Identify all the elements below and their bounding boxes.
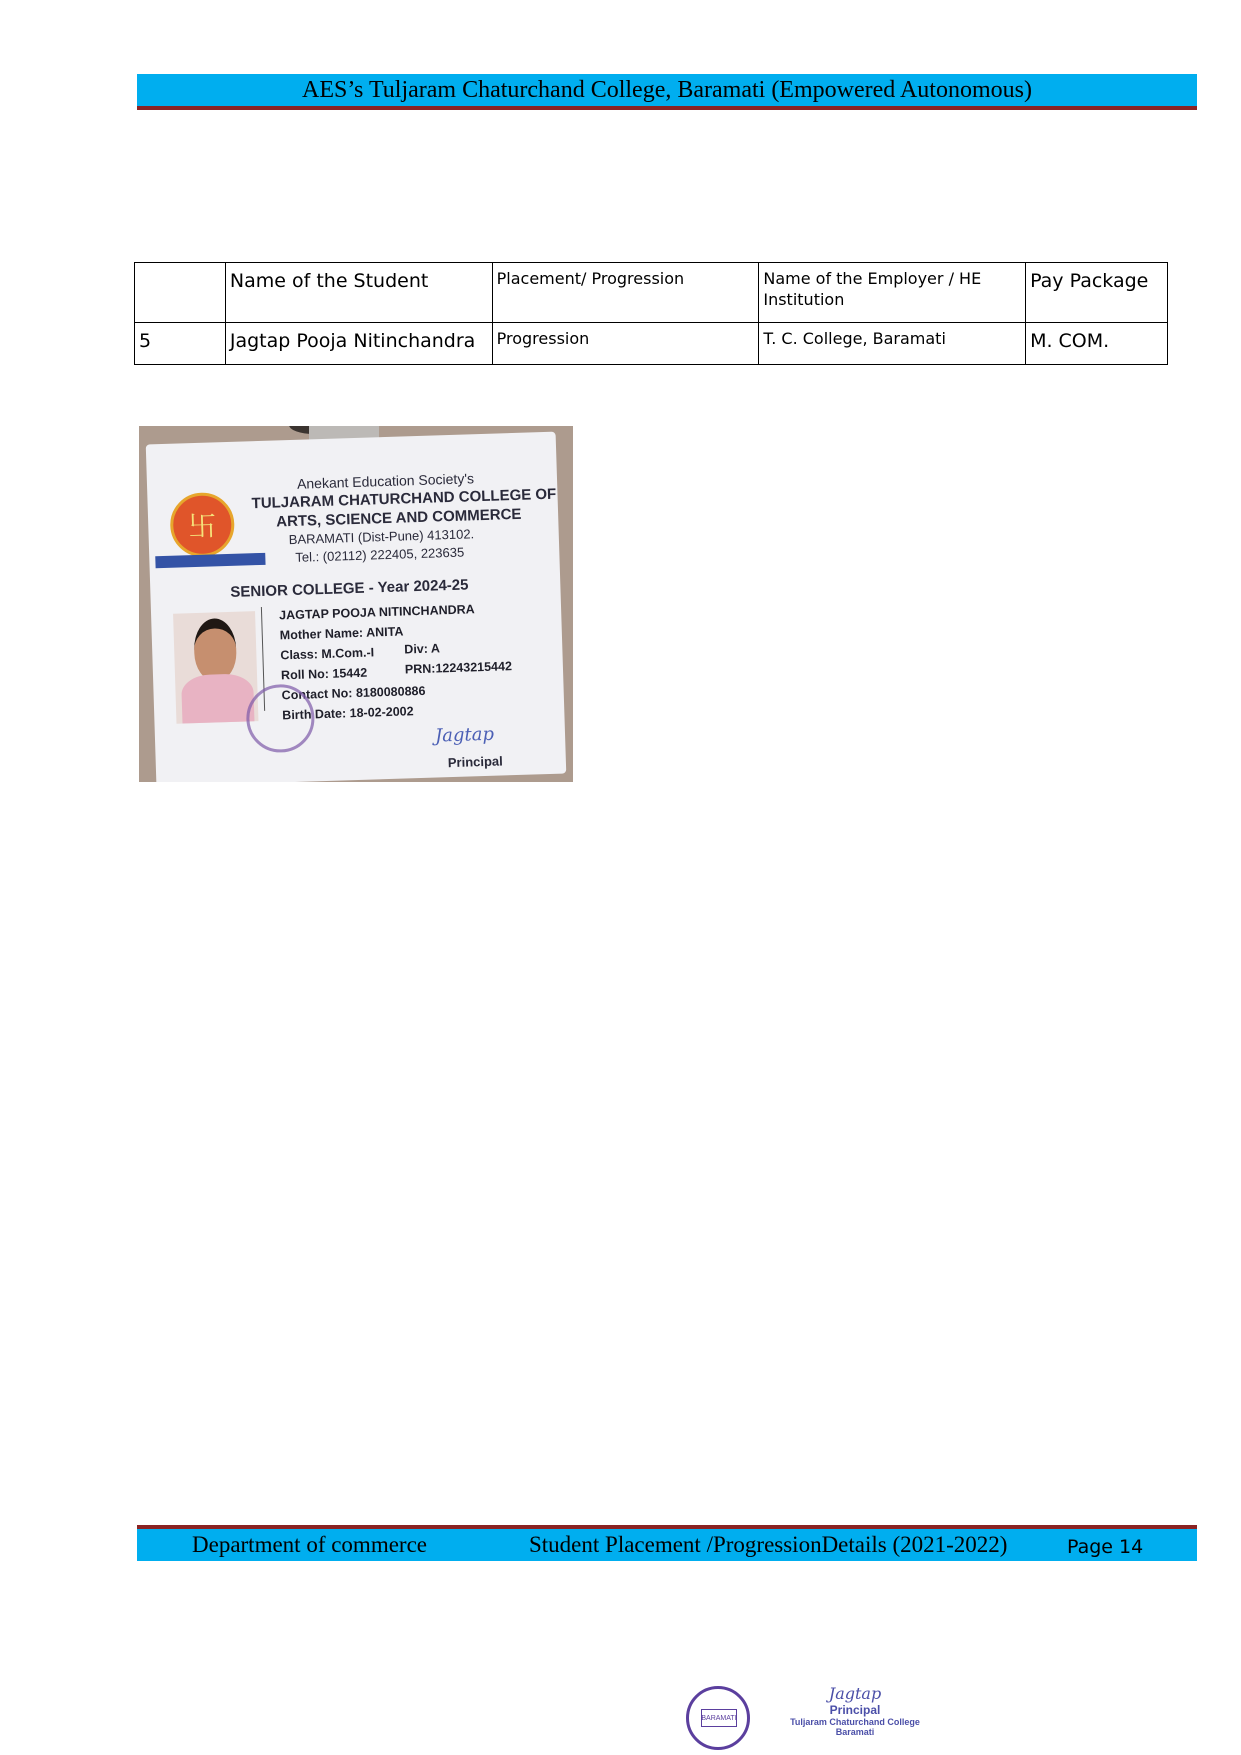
cell-employer: T. C. College, Baramati (759, 323, 1026, 365)
page-footer (137, 1525, 1197, 1561)
table-header-row (135, 263, 1168, 323)
college-logo-icon: 卐 (169, 492, 235, 558)
cell-pay: M. COM. (1026, 323, 1168, 365)
principal-title: Principal (829, 1703, 881, 1717)
card-signature: Jagtap (434, 723, 495, 747)
cell-serial: 5 (135, 323, 226, 365)
header-cell-serial (135, 263, 226, 323)
cell-student: Jagtap Pooja Nitinchandra (225, 323, 492, 365)
card-society: Anekant Education Society's (296, 470, 475, 492)
header-cell-student: Name of the Student (225, 263, 492, 323)
footer-page-number: Page 14 (1067, 1536, 1144, 1558)
principal-college: Tuljaram Chaturchand College (790, 1717, 920, 1727)
card-address: BARAMATI (Dist-Pune) 413102. (288, 526, 475, 548)
college-seal-icon (686, 1686, 750, 1750)
student-id-card-photo (139, 426, 573, 782)
page-header (137, 74, 1197, 110)
photo-head (193, 618, 237, 681)
card-section: SENIOR COLLEGE - Year 2024-25 (230, 576, 469, 601)
card-stamp-icon (245, 683, 315, 753)
card-college-line2: ARTS, SCIENCE AND COMMERCE (275, 505, 522, 531)
principal-signature: Jagtap (828, 1684, 882, 1703)
card-prn: PRN:12243215442 (404, 659, 513, 677)
id-card (146, 432, 567, 782)
photo-body (181, 673, 254, 723)
card-principal: Principal (447, 753, 504, 771)
card-birth-date: Birth Date: 18-02-2002 (282, 704, 414, 723)
card-division: Div: A (404, 641, 441, 657)
card-class: Class: M.Com.-I (280, 645, 375, 663)
placement-table (134, 262, 1168, 365)
card-college-line1: TULJARAM CHATURCHAND COLLEGE OF (251, 485, 557, 513)
header-cell-employer: Name of the Employer / HE Institution (759, 263, 1026, 323)
header-cell-placement: Placement/ Progression (492, 263, 759, 323)
card-roll-no: Roll No: 15442 (280, 665, 368, 683)
header-title: AES’s Tuljaram Chaturchand College, Baramati (Empowered Autonomous) (302, 76, 1032, 103)
cell-placement: Progression (492, 323, 759, 365)
principal-place: Baramati (835, 1727, 875, 1737)
card-mother-name: Mother Name: ANITA (279, 624, 404, 643)
card-student-name: JAGTAP POOJA NITINCHANDRA (278, 602, 475, 623)
table-row (135, 323, 1168, 365)
card-phone: Tel.: (02112) 222405, 223635 (295, 544, 465, 565)
student-photo (173, 611, 258, 724)
header-cell-pay: Pay Package (1026, 263, 1168, 323)
footer-department: Department of commerce (192, 1532, 427, 1557)
card-contact: Contact No: 8180080886 (281, 683, 426, 703)
logo-ribbon (155, 553, 265, 568)
footer-title: Student Placement /ProgressionDetails (2021-2022) (529, 1532, 1008, 1557)
seal-text: BARAMATI (701, 1709, 737, 1727)
principal-signature-block (780, 1684, 930, 1737)
